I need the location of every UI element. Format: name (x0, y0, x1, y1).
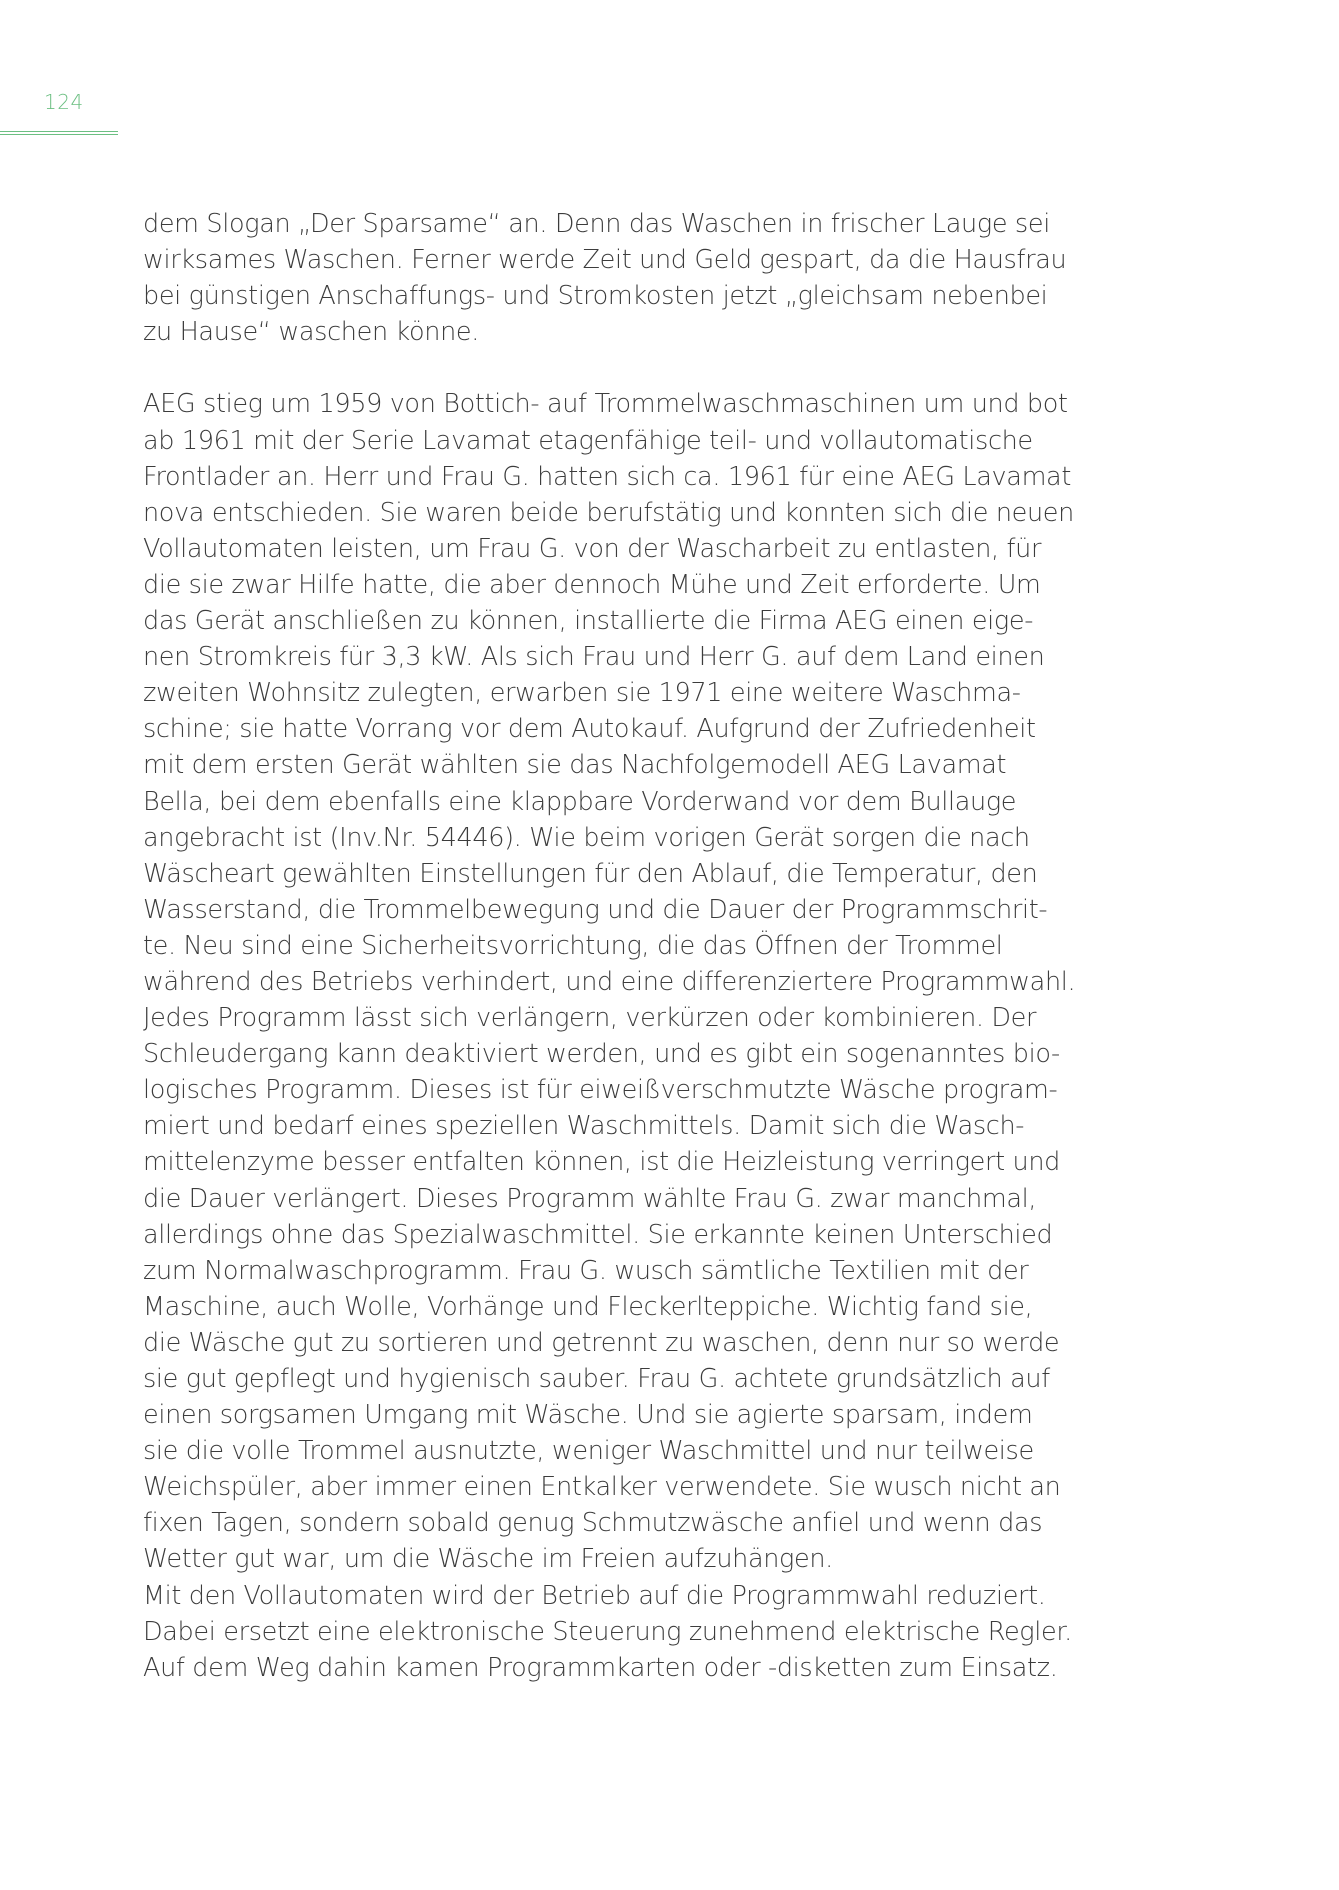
text-line: Dabei ersetzt eine elektronische Steuerung zunehmend elektrische Regler. (143, 1616, 1072, 1647)
paragraph-gap (143, 350, 1043, 386)
text-line: AEG stieg um 1959 von Bottich- auf Trommelwaschmaschinen um und bot (143, 389, 1068, 420)
text-line: logisches Programm. Dieses ist für eiweißverschmutzte Wäsche program- (143, 1075, 1058, 1106)
text-line: die sie zwar Hilfe hatte, die aber dennoch Mühe und Zeit erforderte. Um (143, 569, 1041, 600)
text-line: das Gerät anschließen zu können, installierte die Firma AEG einen eige- (143, 606, 1034, 637)
text-line: sie die volle Trommel ausnutzte, weniger Waschmittel und nur teilweise (143, 1436, 1034, 1467)
text-line: während des Betriebs verhindert, und eine differenziertere Programmwahl. (143, 966, 1076, 997)
text-line: Wäscheart gewählten Einstellungen für den Ablauf, die Temperatur, den (143, 858, 1038, 889)
header-rule (0, 131, 118, 135)
text-line: Auf dem Weg dahin kamen Programmkarten oder -disketten zum Einsatz. (143, 1652, 1058, 1683)
text-line: allerdings ohne das Spezialwaschmittel. Sie erkannte keinen Unterschied (143, 1219, 1053, 1250)
text-line: bei günstigen Anschaffungs- und Stromkosten jetzt „gleichsam nebenbei (143, 281, 1048, 312)
text-line: Mit den Vollautomaten wird der Betrieb auf die Programmwahl reduziert. (143, 1580, 1046, 1611)
text-line: angebracht ist (Inv.Nr. 54446). Wie beim vorigen Gerät sorgen die nach (143, 822, 1030, 853)
text-line: Frontlader an. Herr und Frau G. hatten sich ca. 1961 für eine AEG Lavamat (143, 461, 1071, 492)
body-text (143, 206, 1076, 1686)
text-line: mit dem ersten Gerät wählten sie das Nachfolgemodell AEG Lavamat (143, 750, 1007, 781)
text-line: zu Hause“ waschen könne. (143, 317, 479, 348)
text-line: mittelenzyme besser entfalten können, ist die Heizleistung verringert und (143, 1147, 1060, 1178)
text-line: miert und bedarf eines speziellen Waschmittels. Damit sich die Wasch- (143, 1111, 1025, 1142)
text-line: zum Normalwaschprogramm. Frau G. wusch sämtliche Textilien mit der (143, 1255, 1029, 1286)
text-line: Jedes Programm lässt sich verlängern, verkürzen oder kombinieren. Der (143, 1003, 1037, 1034)
text-line: Bella, bei dem ebenfalls eine klappbare Vorderwand vor dem Bullauge (143, 786, 1017, 817)
text-line: Wetter gut war, um die Wäsche im Freien aufzuhängen. (143, 1544, 833, 1575)
text-line: Schleudergang kann deaktiviert werden, und es gibt ein sogenanntes bio- (143, 1039, 1060, 1070)
text-line: sie gut gepflegt und hygienisch sauber. Frau G. achtete grundsätzlich auf (143, 1364, 1050, 1394)
text-line: ab 1961 mit der Serie Lavamat etagenfähige teil- und vollautomatische (143, 425, 1033, 456)
text-line: zweiten Wohnsitz zulegten, erwarben sie 1971 eine weitere Waschma- (143, 678, 1021, 709)
text-line: Wasserstand, die Trommelbewegung und die Dauer der Programmschrit- (143, 894, 1048, 925)
text-line: die Wäsche gut zu sortieren und getrennt zu waschen, denn nur so werde (143, 1327, 1060, 1358)
text-line: schine; sie hatte Vorrang vor dem Autokauf. Aufgrund der Zufriedenheit (143, 714, 1036, 745)
text-line: Vollautomaten leisten, um Frau G. von der Wascharbeit zu entlasten, für (143, 533, 1042, 564)
paragraph-2 (143, 386, 1076, 1685)
text-line: einen sorgsamen Umgang mit Wäsche. Und sie agierte sparsam, indem (143, 1400, 1033, 1431)
text-line: fixen Tagen, sondern sobald genug Schmutzwäsche anfiel und wenn das (143, 1508, 1043, 1539)
paragraph-1 (143, 206, 1067, 350)
text-line: wirksames Waschen. Ferner werde Zeit und Geld gespart, da die Hausfrau (143, 245, 1067, 276)
text-line: nen Stromkreis für 3,3 kW. Als sich Frau und Herr G. auf dem Land einen (143, 642, 1045, 673)
text-line: nova entschieden. Sie waren beide berufstätig und konnten sich die neuen (143, 497, 1074, 528)
text-line: te. Neu sind eine Sicherheitsvorrichtung, die das Öffnen der Trommel (143, 930, 1003, 961)
text-line: Weichspüler, aber immer einen Entkalker verwendete. Sie wusch nicht an (143, 1472, 1061, 1503)
text-line: Maschine, auch Wolle, Vorhänge und Fleckerlteppiche. Wichtig fand sie, (143, 1291, 1033, 1322)
page-number: 124 (44, 90, 84, 114)
text-line: dem Slogan „Der Sparsame“ an. Denn das Waschen in frischer Lauge sei (143, 209, 1050, 239)
text-line: die Dauer verlängert. Dieses Programm wählte Frau G. zwar manchmal, (143, 1183, 1037, 1214)
